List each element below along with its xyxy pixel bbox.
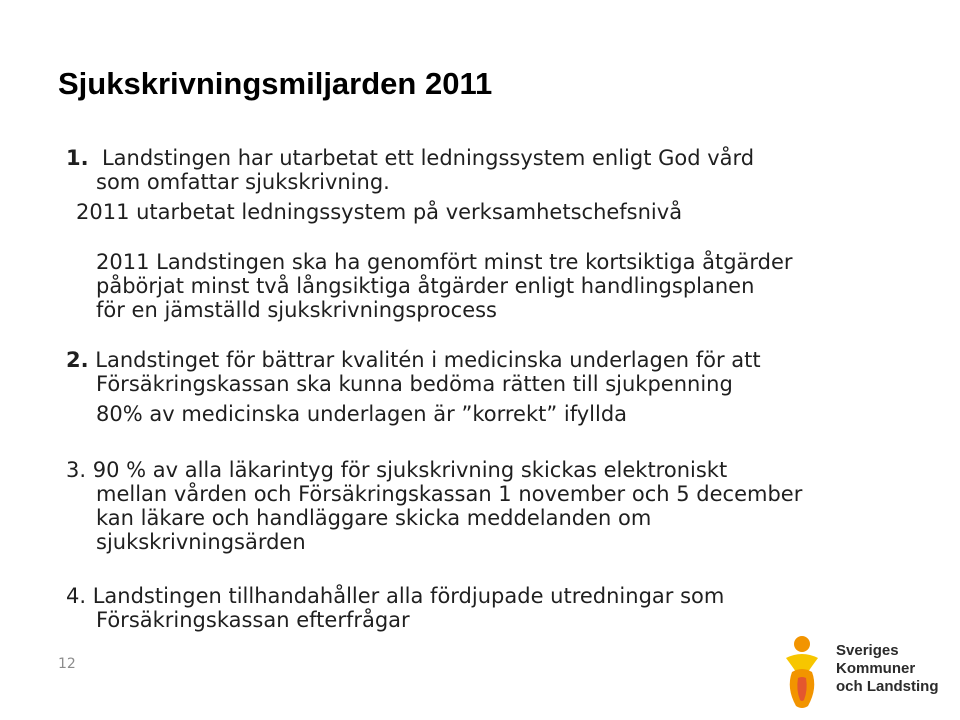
item-3-line-3: kan läkare och handläggare skicka meddelanden om <box>96 506 652 530</box>
slide-number: 12 <box>58 656 76 672</box>
item-2-line-3: 80% av medicinska underlagen är ”korrekt” ifyllda <box>96 402 628 426</box>
item-4-line-1: 4. Landstingen tillhandahåller alla fördjupade utredningar som <box>66 584 725 608</box>
item-3-line-4: sjukskrivningsärden <box>96 530 306 554</box>
item-1-sub-line-1: 2011 Landstingen ska ha genomfört minst tre kortsiktiga åtgärder <box>96 250 793 274</box>
item-2-number: 2. <box>66 348 89 372</box>
item-3-line-1: 3. 90 % av alla läkarintyg för sjukskrivning skickas elektroniskt <box>66 458 728 482</box>
logo-line-2: Kommuner <box>836 660 916 677</box>
item-3-line-2: mellan vården och Försäkringskassan 1 november och 5 december <box>96 482 803 506</box>
item-1-sub-line-3: för en jämställd sjukskrivningsprocess <box>96 298 497 322</box>
item-4-line-2: Försäkringskassan efterfrågar <box>96 608 410 632</box>
skl-logo <box>778 632 948 712</box>
item-2-line-2: Försäkringskassan ska kunna bedöma rätten till sjukpenning <box>96 372 733 396</box>
item-1-text-1: Landstingen har utarbetat ett ledningssystem enligt God vård <box>101 146 755 170</box>
item-1-sub-line-2: påbörjat minst två långsiktiga åtgärder enligt handlingsplanen <box>96 274 755 298</box>
slide-title: Sjukskrivningsmiljarden 2011 <box>58 66 493 101</box>
skl-logo-text <box>836 642 939 696</box>
item-1-line-1 <box>66 146 754 170</box>
item-1-line-2: som omfattar sjukskrivning. <box>96 170 390 194</box>
item-1-line-3: 2011 utarbetat ledningssystem på verksamhetschefsnivå <box>76 200 683 224</box>
item-2-text-1: Landstinget för bättrar kvalitén i medicinska underlagen för att <box>95 348 761 372</box>
item-1-number: 1. <box>66 146 89 170</box>
logo-line-1: Sveriges <box>836 642 899 659</box>
skl-figure-icon <box>778 632 828 712</box>
logo-line-3: och Landsting <box>836 678 939 695</box>
item-2-line-1 <box>66 348 761 372</box>
